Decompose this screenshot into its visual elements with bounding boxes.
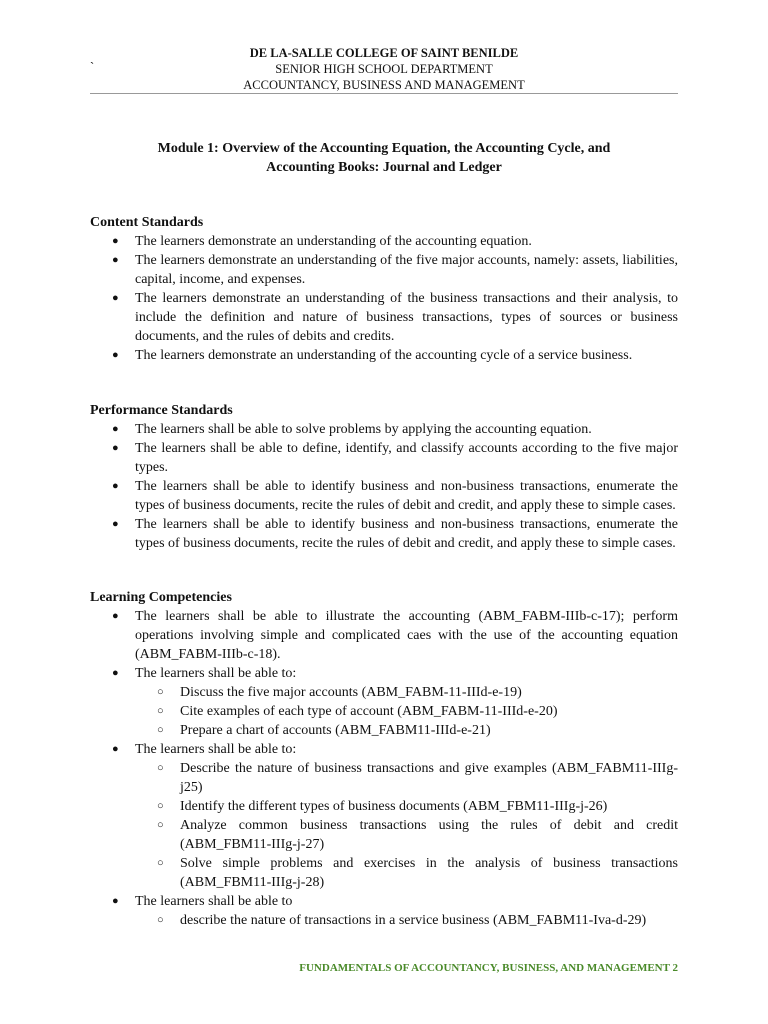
sub-list-item: ○ Analyze common business transactions using the rules of debit and credit (ABM_FBM11-IIIg-j-27) [135, 816, 678, 854]
performance-standards-heading: Performance Standards [90, 403, 233, 418]
list-item [90, 892, 678, 930]
sub-list [135, 911, 678, 930]
module-title-line2: Accounting Books: Journal and Ledger [266, 160, 502, 175]
list-item: ● The learners shall be able to define, identify, and classify accounts according to the five major types. [90, 439, 678, 477]
list-item: ● The learners demonstrate an understanding of the accounting equation. [90, 232, 678, 251]
list-item: ● The learners demonstrate an understanding of the five major accounts, namely: assets, liabilities, capital, income, and expenses. [90, 251, 678, 289]
sub-list [135, 759, 678, 892]
list-item: ● The learners demonstrate an understanding of the business transactions and their analysis, to include the definition and nature of business transactions, types of sources or business documents, and the rules of debits and credits. [90, 289, 678, 346]
sub-list-item: ○ Identify the different types of business documents (ABM_FBM11-IIIg-j-26) [135, 797, 678, 816]
sub-list-item: ○ describe the nature of transactions in a service business (ABM_FABM11-Iva-d-29) [135, 911, 678, 930]
list-item: ● The learners shall be able to identify business and non-business transactions, enumerate the types of business documents, recite the rules of debit and credit, and apply these to simple cases. [90, 477, 678, 515]
page-header [90, 45, 678, 93]
list-item: ● The learners shall be able to solve problems by applying the accounting equation. [90, 420, 678, 439]
learning-competencies-list [90, 607, 678, 930]
list-item-text: The learners shall be able to [135, 894, 293, 909]
sub-list-item: ○ Prepare a chart of accounts (ABM_FABM11-IIId-e-21) [135, 721, 678, 740]
performance-standards-list [90, 420, 678, 553]
header-divider [90, 93, 678, 94]
strand-name: ACCOUNTANCY, BUSINESS AND MANAGEMENT [243, 78, 525, 92]
module-title-line1: Module 1: Overview of the Accounting Equation, the Accounting Cycle, and [157, 141, 611, 156]
sub-list-item: ○ Describe the nature of business transactions and give examples (ABM_FABM11-IIIg-j25) [135, 759, 678, 797]
college-name: DE LA-SALLE COLLEGE OF SAINT BENILDE [249, 46, 519, 60]
page-footer: FUNDAMENTALS OF ACCOUNTANCY, BUSINESS, AND MANAGEMENT 2 [299, 962, 678, 974]
list-item-text: The learners shall be able to: [135, 742, 297, 757]
sub-list [135, 683, 678, 740]
content-standards-list [90, 232, 678, 365]
department-name: SENIOR HIGH SCHOOL DEPARTMENT [275, 62, 493, 76]
list-item [90, 664, 678, 740]
header-mark: ` [90, 60, 95, 74]
performance-standards-section [90, 401, 678, 553]
sub-list-item: ○ Cite examples of each type of account (ABM_FABM-11-IIId-e-20) [135, 702, 678, 721]
list-item-text: The learners shall be able to illustrate the accounting (ABM_FABM-IIIb-c-17); perform operations involving simple and complicated caes with the use of the accounting equation (ABM_FABM-IIIb-c-18). [135, 609, 678, 662]
learning-competencies-heading: Learning Competencies [90, 590, 232, 605]
list-item: ● The learners demonstrate an understanding of the accounting cycle of a service business. [90, 346, 678, 365]
list-item [90, 740, 678, 892]
list-item-text: The learners shall be able to: [135, 666, 297, 681]
content-standards-heading: Content Standards [90, 215, 204, 230]
module-title [90, 139, 678, 177]
content-standards-section [90, 213, 678, 365]
learning-competencies-section [90, 588, 678, 930]
sub-list-item: ○ Solve simple problems and exercises in the analysis of business transactions (ABM_FBM11-IIIg-j-28) [135, 854, 678, 892]
list-item: ● The learners shall be able to identify business and non-business transactions, enumerate the types of business documents, recite the rules of debit and credit, and apply these to simple cases. [90, 515, 678, 553]
sub-list-item: ○ Discuss the five major accounts (ABM_FABM-11-IIId-e-19) [135, 683, 678, 702]
list-item [90, 607, 678, 664]
